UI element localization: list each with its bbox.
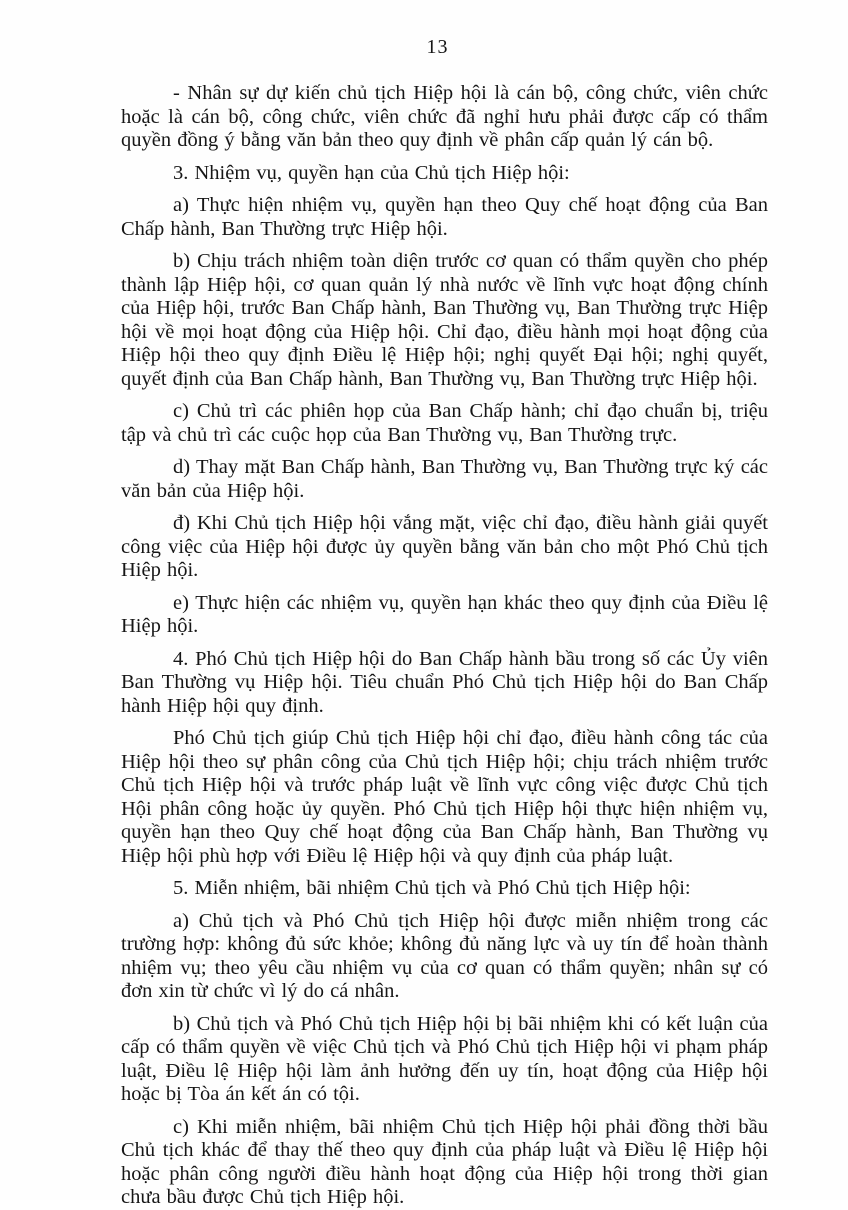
paragraph: d) Thay mặt Ban Chấp hành, Ban Thường vụ, Ban Thường trực ký các văn bản của Hiệp hội. — [121, 456, 768, 502]
paragraph: - Nhân sự dự kiến chủ tịch Hiệp hội là cán bộ, công chức, viên chức hoặc là cán bộ, công chức, viên chức đã nghỉ hưu phải được cấp có thẩm quyền đồng ý bằng văn bản theo quy định về phân cấp quản lý cán bộ. — [121, 82, 768, 151]
paragraph: a) Thực hiện nhiệm vụ, quyền hạn theo Quy chế hoạt động của Ban Chấp hành, Ban Thường trực Hiệp hội. — [121, 194, 768, 240]
page-number: 13 — [426, 36, 449, 58]
paragraph: b) Chịu trách nhiệm toàn diện trước cơ quan có thẩm quyền cho phép thành lập Hiệp hội, cơ quan quản lý nhà nước về lĩnh vực hoạt động chính của Hiệp hội, trước Ban Chấp hành, Ban Thường vụ, Ban Thường trực Hiệp hội về mọi hoạt động của Hiệp hội. Chỉ đạo, điều hành mọi hoạt động của Hiệp hội theo quy định Điều lệ Hiệp hội; nghị quyết Đại hội; nghị quyết, quyết định của Ban Chấp hành, Ban Thường vụ, Ban Thường trực Hiệp hội. — [121, 250, 768, 390]
paragraph: e) Thực hiện các nhiệm vụ, quyền hạn khác theo quy định của Điều lệ Hiệp hội. — [121, 591, 768, 637]
paragraph: Phó Chủ tịch giúp Chủ tịch Hiệp hội chỉ đạo, điều hành công tác của Hiệp hội theo sự phân công của Chủ tịch Hiệp hội; chịu trách nhiệm trước Chủ tịch Hiệp hội và trước pháp luật về lĩnh vực công việc được Chủ tịch Hội phân công hoặc ủy quyền. Phó Chủ tịch Hiệp hội thực hiện nhiệm vụ, quyền hạn theo Quy chế hoạt động của Ban Chấp hành, Ban Thường vụ Hiệp hội phù hợp với Điều lệ Hiệp hội và quy định của pháp luật. — [121, 727, 768, 867]
paragraph-heading: 5. Miễn nhiệm, bãi nhiệm Chủ tịch và Phó Chủ tịch Hiệp hội: — [173, 877, 691, 899]
document-body — [121, 82, 768, 1210]
paragraph: c) Khi miễn nhiệm, bãi nhiệm Chủ tịch Hiệp hội phải đồng thời bầu Chủ tịch khác để thay thế theo quy định của pháp luật và Điều lệ Hiệp hội hoặc phân công người điều hành hoạt động của Hiệp hội trong thời gian chưa bầu được Chủ tịch Hiệp hội. — [121, 1115, 768, 1208]
paragraph: b) Chủ tịch và Phó Chủ tịch Hiệp hội bị bãi nhiệm khi có kết luận của cấp có thẩm quyền về việc Chủ tịch và Phó Chủ tịch Hiệp hội vi phạm pháp luật, Điều lệ Hiệp hội làm ảnh hưởng đến uy tín, hoạt động của Hiệp hội hoặc bị Tòa án kết án có tội. — [121, 1012, 768, 1105]
paragraph: c) Chủ trì các phiên họp của Ban Chấp hành; chỉ đạo chuẩn bị, triệu tập và chủ trì các cuộc họp của Ban Thường vụ, Ban Thường trực. — [121, 400, 768, 446]
paragraph-heading: 3. Nhiệm vụ, quyền hạn của Chủ tịch Hiệp hội: — [173, 161, 570, 184]
paragraph: đ) Khi Chủ tịch Hiệp hội vắng mặt, việc chỉ đạo, điều hành giải quyết công việc của Hiệp hội được ủy quyền bằng văn bản cho một Phó Chủ tịch Hiệp hội. — [121, 512, 768, 581]
paragraph: a) Chủ tịch và Phó Chủ tịch Hiệp hội được miễn nhiệm trong các trường hợp: không đủ sức khỏe; không đủ năng lực và uy tín để hoàn thành nhiệm vụ; theo yêu cầu nhiệm vụ của cơ quan có thẩm quyền; nhân sự có đơn xin từ chức vì lý do cá nhân. — [121, 909, 768, 1002]
paragraph: 4. Phó Chủ tịch Hiệp hội do Ban Chấp hành bầu trong số các Ủy viên Ban Thường vụ Hiệp hội. Tiêu chuẩn Phó Chủ tịch Hiệp hội do Ban Chấp hành Hiệp hội quy định. — [121, 647, 768, 717]
